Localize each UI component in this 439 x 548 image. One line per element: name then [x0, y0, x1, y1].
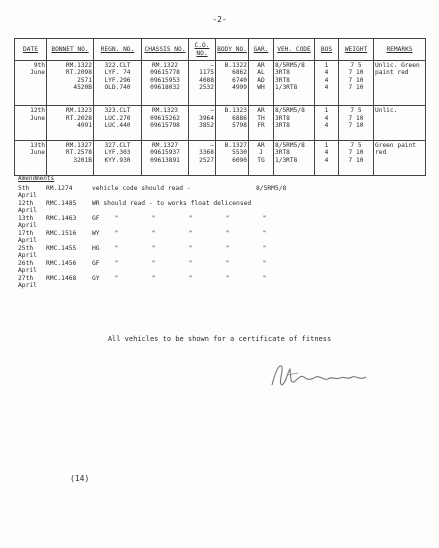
amendments-title: Amendments	[18, 175, 55, 182]
ditto-mark: "	[114, 215, 119, 222]
bonnet-value: RM.1327	[65, 142, 92, 150]
amendment-date-line: 12th	[18, 200, 34, 207]
bonnet-value: 4091	[77, 121, 92, 129]
body-value: 4999	[232, 84, 247, 92]
remarks-value: red	[375, 149, 387, 157]
ditto-mark: "	[225, 260, 230, 267]
cell-regn	[94, 61, 142, 106]
header-veh-code: VEH. CODE	[274, 39, 315, 61]
bonnet-value: RT.2028	[65, 114, 92, 122]
date-value: 13th	[30, 142, 45, 150]
body-value: B.1327	[224, 142, 247, 150]
code-value: 1/3RT8	[275, 84, 298, 92]
chassis-value: 09615262	[150, 114, 180, 122]
amendment-code: 8/5RM5/8	[256, 185, 287, 192]
cell-weight	[339, 106, 374, 141]
bos-value: 4	[324, 84, 329, 92]
weight-value: 7 10	[348, 84, 364, 92]
ditto-marks	[98, 230, 283, 237]
ditto-marks	[98, 215, 283, 222]
ditto-mark: "	[262, 260, 267, 267]
amendment-number: RMC.1516	[46, 230, 77, 237]
cell-date	[15, 106, 47, 141]
header-regn: REGN. NO.	[94, 39, 142, 61]
amendment-row	[18, 215, 267, 230]
amendment-date-line: April	[18, 282, 37, 290]
date-value: June	[30, 69, 45, 77]
bos-value: 4	[324, 121, 329, 129]
body-value: 5530	[232, 149, 247, 157]
chassis-value: 09615937	[150, 149, 180, 157]
regn-value: 323.CLT	[104, 107, 131, 115]
co-value: –	[210, 142, 214, 150]
date-value: June	[30, 149, 45, 157]
weight-value: 7 10	[348, 149, 364, 157]
amendment-text: HG	[92, 245, 100, 252]
header-body: BODY NO.	[216, 39, 249, 61]
gar-value: AR	[257, 142, 265, 150]
bonnet-value: RT.2578	[65, 149, 92, 157]
chassis-value: 09615798	[150, 121, 180, 129]
weight-value: 7 5	[350, 142, 362, 150]
bonnet-value: RT.2098	[65, 69, 92, 77]
date-value: 9th	[33, 62, 45, 69]
header-co: C.O. NO.	[189, 39, 216, 61]
bonnet-value: 4520B	[73, 84, 92, 92]
bonnet-value: RM.1323	[65, 107, 92, 115]
amendment-date	[18, 185, 46, 199]
co-value: 3852	[199, 121, 214, 129]
regn-value: OLD.740	[104, 84, 131, 92]
code-value: 3RT8	[275, 69, 290, 77]
remarks-value: paint red	[375, 69, 409, 77]
gar-value: WH	[257, 84, 265, 92]
ditto-mark: "	[151, 275, 156, 282]
date-value: 12th	[30, 107, 45, 115]
ditto-mark: "	[114, 230, 119, 237]
cell-chassis	[142, 141, 189, 176]
cell-chassis	[142, 106, 189, 141]
co-value: –	[210, 107, 214, 115]
weight-value: 7 10	[348, 156, 364, 164]
cell-date	[15, 61, 47, 106]
co-value: 1175	[199, 69, 214, 77]
ditto-mark: "	[262, 245, 267, 252]
header-date: DATE	[15, 39, 47, 61]
cell-bonnet	[47, 61, 94, 106]
date-value: June	[30, 114, 45, 122]
header-remarks: REMARKS	[374, 39, 426, 61]
co-value: 3964	[199, 114, 214, 122]
amendment-row	[18, 230, 267, 245]
cell-chassis	[142, 61, 189, 106]
amendment-date-line: April	[18, 207, 37, 215]
regn-value: LYF. 74	[104, 69, 131, 77]
body-value: 6886	[232, 114, 247, 122]
cell-bonnet	[47, 106, 94, 141]
chassis-value: 09613891	[150, 156, 180, 164]
code-value: 1/3RT8	[275, 156, 298, 164]
bos-value: 1	[324, 142, 329, 150]
cell-remarks	[374, 141, 426, 176]
gar-value: AD	[257, 76, 265, 84]
body-value: 5798	[232, 121, 247, 129]
bonnet-value: 2571	[77, 76, 92, 84]
header-gar: GAR.	[249, 39, 274, 61]
header-bos: BOS	[315, 39, 339, 61]
cell-body	[216, 141, 249, 176]
cell-co	[189, 141, 216, 176]
ditto-mark: "	[188, 275, 193, 282]
amendment-date	[18, 215, 46, 229]
ditto-mark: "	[225, 275, 230, 282]
amendment-text: GF	[92, 215, 100, 222]
ditto-mark: "	[114, 245, 119, 252]
code-value: 3RT8	[275, 149, 290, 157]
amendment-text: GY	[92, 275, 100, 282]
cell-bonnet	[47, 141, 94, 176]
amendment-row	[18, 260, 267, 275]
remarks-value: Unlic. Green	[375, 62, 420, 69]
amendment-row	[18, 275, 267, 290]
co-value: 2527	[199, 156, 214, 164]
amendment-date	[18, 200, 46, 214]
weight-value: 7 5	[350, 107, 362, 115]
ditto-mark: "	[151, 215, 156, 222]
co-value: 3368	[199, 149, 214, 157]
remarks-value: Unlic.	[375, 107, 398, 115]
cell-weight	[339, 61, 374, 106]
amendment-date-line: 27th	[18, 275, 34, 282]
amendment-date-line: April	[18, 192, 37, 200]
cell-code	[274, 61, 315, 106]
chassis-value: 09615953	[150, 76, 180, 84]
body-value: 6740	[232, 76, 247, 84]
regn-value: LYF.303	[104, 149, 131, 157]
chassis-value: RM.1327	[151, 142, 179, 150]
ditto-mark: "	[114, 275, 119, 282]
code-value: 8/5RM5/8	[275, 107, 305, 115]
amendment-text: GF	[92, 260, 100, 267]
regn-value: KYY.930	[104, 156, 131, 164]
weight-value: 7 5	[350, 62, 362, 69]
cell-regn	[94, 141, 142, 176]
ditto-mark: "	[114, 260, 119, 267]
cell-co	[189, 61, 216, 106]
footer-note: All vehicles to be shown for a certificate of fitness	[107, 335, 332, 343]
gar-value: J	[259, 149, 263, 157]
gar-value: FR	[257, 121, 265, 129]
weight-value: 7 10	[348, 76, 364, 84]
table-row	[15, 61, 426, 106]
ditto-mark: "	[262, 215, 267, 222]
co-value: –	[210, 62, 214, 69]
body-value: B.1323	[224, 107, 247, 115]
ditto-marks	[98, 260, 283, 267]
header-bonnet: BONNET NO.	[47, 39, 94, 61]
footnote-number: (14)	[70, 474, 90, 483]
amendment-number: RMC.1456	[46, 260, 77, 267]
code-value: 8/5RM5/8	[275, 62, 305, 69]
cell-gar	[249, 61, 274, 106]
cell-gar	[249, 141, 274, 176]
amendment-row	[18, 245, 267, 260]
cell-body	[216, 61, 249, 106]
weight-value: 7 10	[348, 69, 364, 77]
amendment-number: RMC.1468	[46, 275, 77, 282]
ditto-mark: "	[262, 230, 267, 237]
chassis-value: RM.1323	[151, 107, 179, 115]
amendment-date-line: April	[18, 222, 37, 230]
amendment-date-line: 26th	[18, 260, 34, 267]
vehicle-register-table	[14, 38, 426, 176]
amendment-number: RMC.1455	[46, 245, 77, 252]
amendment-number: RM.1274	[46, 185, 73, 192]
regn-value: LUC.270	[104, 114, 131, 122]
amendment-row	[18, 200, 251, 214]
cell-regn	[94, 106, 142, 141]
ditto-marks	[98, 275, 283, 282]
ditto-marks	[98, 245, 283, 252]
gar-value: TG	[257, 156, 265, 164]
bos-value: 4	[324, 69, 329, 77]
amendment-date-line: April	[18, 252, 37, 260]
amendment-text: vehicle code should read -	[92, 185, 191, 192]
body-value: 6090	[232, 156, 247, 164]
code-value: 3RT8	[275, 76, 290, 84]
cell-bos	[315, 141, 339, 176]
page-number: -2-	[212, 15, 227, 24]
amendment-date	[18, 245, 46, 259]
cell-date	[15, 141, 47, 176]
ditto-mark: "	[225, 245, 230, 252]
amendment-text: WY	[92, 230, 100, 237]
amendment-date-line: 25th	[18, 245, 34, 252]
ditto-mark: "	[225, 215, 230, 222]
bos-value: 1	[324, 62, 329, 69]
co-value: 2532	[199, 84, 214, 92]
header-chassis: CHASSIS NO.	[142, 39, 189, 61]
ditto-mark: "	[225, 230, 230, 237]
table-row	[15, 106, 426, 141]
amendment-date	[18, 260, 46, 274]
co-value: 4088	[199, 76, 214, 84]
signature	[268, 355, 378, 395]
ditto-mark: "	[188, 230, 193, 237]
chassis-value: 09615778	[150, 69, 180, 77]
weight-value: 7 10	[348, 114, 364, 122]
regn-value: 322.CLT	[104, 62, 131, 69]
cell-bos	[315, 61, 339, 106]
ditto-mark: "	[151, 230, 156, 237]
regn-value: LYF.296	[104, 76, 131, 84]
amendment-row	[18, 185, 287, 200]
bos-value: 4	[324, 149, 329, 157]
table-row	[15, 141, 426, 176]
amendment-date-line: 13th	[18, 215, 34, 222]
cell-code	[274, 141, 315, 176]
cell-body	[216, 106, 249, 141]
cell-code	[274, 106, 315, 141]
code-value: 8/5RM5/8	[275, 142, 305, 150]
cell-weight	[339, 141, 374, 176]
weight-value: 7 10	[348, 121, 364, 129]
cell-gar	[249, 106, 274, 141]
cell-remarks	[374, 106, 426, 141]
header-weight: WEIGHT	[339, 39, 374, 61]
bonnet-value: 3201B	[73, 156, 92, 164]
cell-remarks	[374, 61, 426, 106]
bos-value: 4	[324, 114, 329, 122]
gar-value: TH	[257, 114, 265, 122]
bos-value: 1	[324, 107, 329, 115]
ditto-mark: "	[262, 275, 267, 282]
amendment-date-line: 17th	[18, 230, 34, 237]
remarks-value: Green paint	[375, 142, 416, 150]
amendment-date	[18, 275, 46, 289]
bonnet-value: RM.1322	[65, 62, 92, 69]
gar-value: AR	[257, 62, 265, 69]
amendment-date	[18, 230, 46, 244]
regn-value: 327.CLT	[104, 142, 131, 150]
ditto-mark: "	[188, 260, 193, 267]
ditto-mark: "	[188, 245, 193, 252]
amendment-date-line: April	[18, 237, 37, 245]
bos-value: 4	[324, 76, 329, 84]
amendment-number: RMC.1463	[46, 215, 77, 222]
cell-co	[189, 106, 216, 141]
code-value: 3RT8	[275, 114, 290, 122]
body-value: 6862	[232, 69, 247, 77]
cell-bos	[315, 106, 339, 141]
amendment-date-line: April	[18, 267, 37, 275]
ditto-mark: "	[151, 260, 156, 267]
regn-value: LUC.440	[104, 121, 131, 129]
table-header-row	[15, 39, 426, 61]
body-value: B.1322	[224, 62, 247, 69]
chassis-value: 09618032	[150, 84, 180, 92]
chassis-value: RM.1322	[151, 62, 179, 69]
amendment-text: WR should read - to works float delicensed	[92, 200, 252, 207]
gar-value: AR	[257, 107, 265, 115]
ditto-mark: "	[188, 215, 193, 222]
ditto-mark: "	[151, 245, 156, 252]
amendment-date-line: 5th	[18, 185, 30, 192]
bos-value: 4	[324, 156, 329, 164]
amendment-number: RMC.1485	[46, 200, 77, 207]
gar-value: AL	[257, 69, 265, 77]
code-value: 3RT8	[275, 121, 290, 129]
